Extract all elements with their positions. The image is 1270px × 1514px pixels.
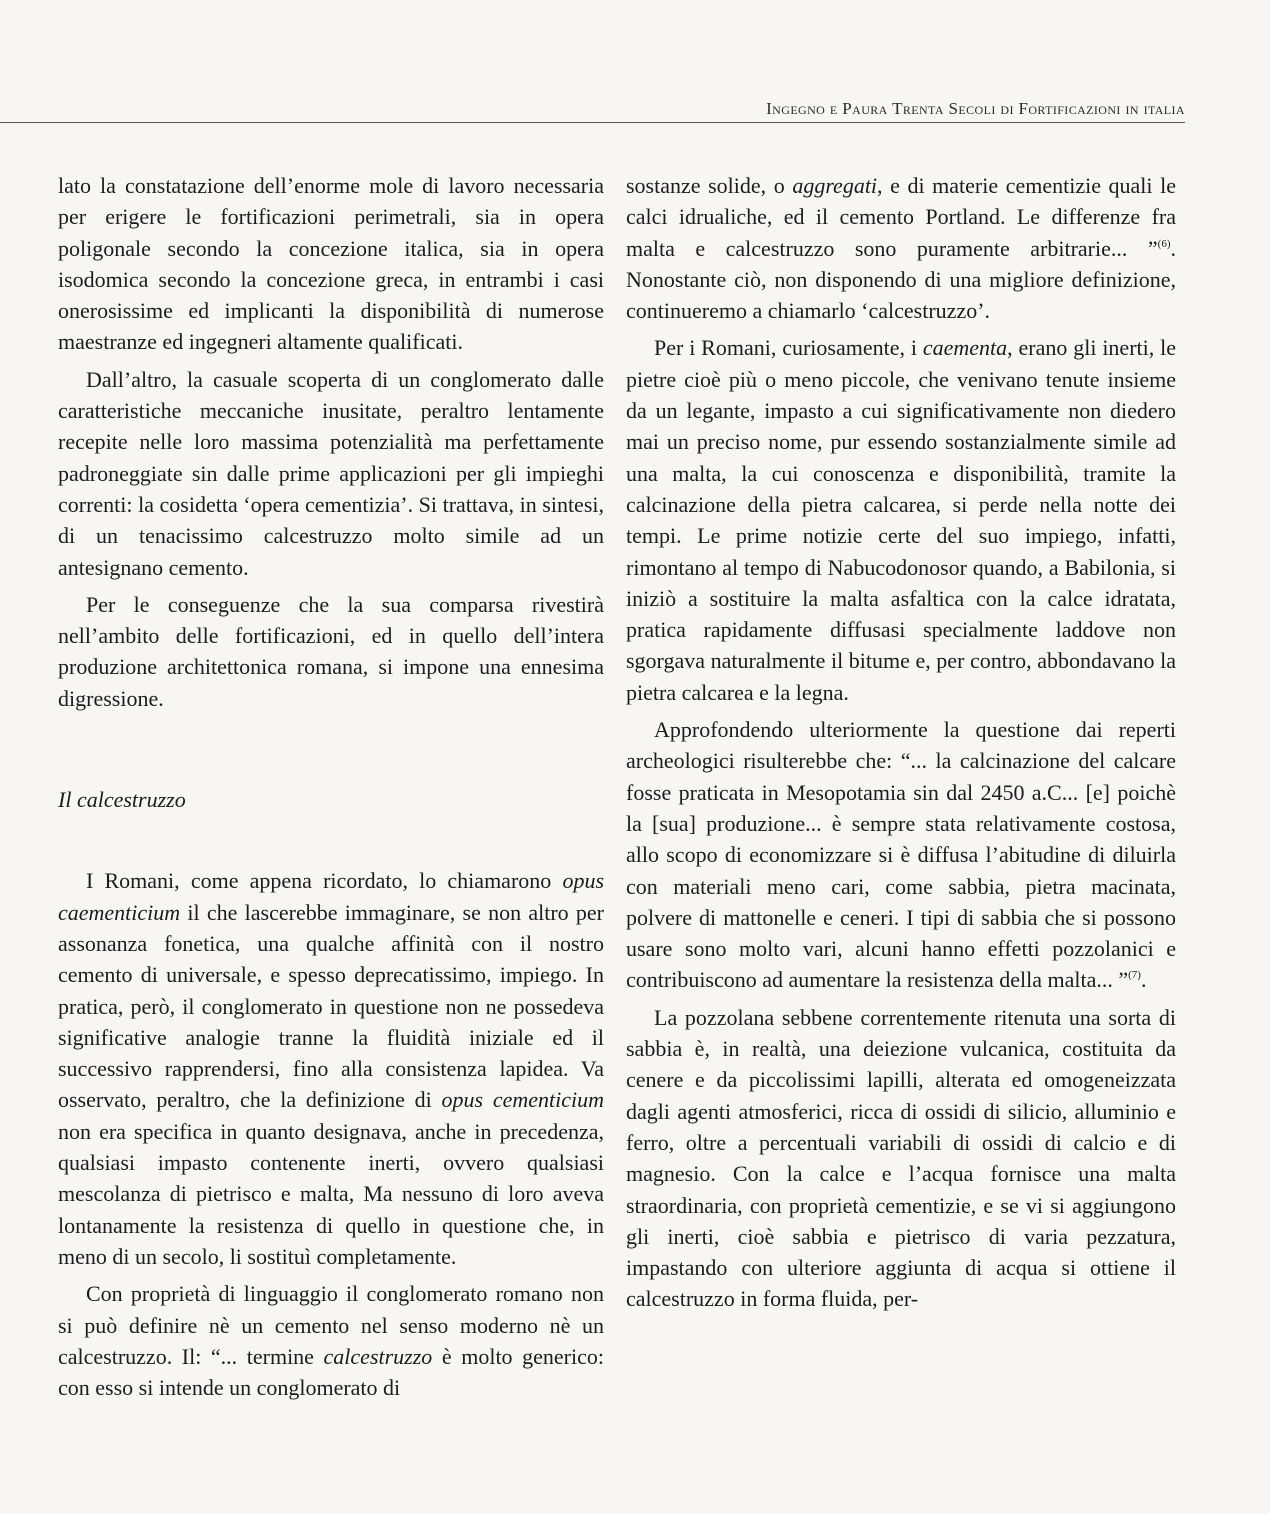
italic-term: aggregati [792,173,878,198]
paragraph: Dall’altro, la casuale scoperta di un conglomerato dalle caratteristiche meccaniche inusitate, peraltro lentamente recepite nelle loro massima potenzialità ma perfettamente padroneggiate sin dalle prime applicazioni per gli impieghi correnti: la cosidetta ‘opera cementizia’. Si trattava, in sintesi, di un tenacissimo calcestruzzo molto simile ad un antesignano cemento. [58,366,604,580]
running-header [0,88,1185,123]
text-run: Approfondendo ulteriormente la questione dai reperti archeologici risulterebbe che: “... la calcinazione del calcare fosse praticata in Mesopotamia sin dal 2450 a.C... [e] poichè la [sua] produzione... è sempre stata relativamente costosa, allo scopo di economizzare si è diffusa l’abitudine di diluirla con materiali meno cari, come sabbia, pietra macinata, polvere di mattonelle e ceneri. I tipi di sabbia che si possono usare sono molto vari, alcuni hanno effetti pozzolanici e contribuiscono ad aumentare la resistenza della malta... ” [626,717,1176,993]
section-heading: Il calcestruzzo [58,787,186,813]
italic-term: opus caementicium [58,868,604,925]
text-run: Con proprietà di linguaggio il conglomerato romano non si può definire nè un cemento nel senso moderno nè un calcestruzzo. Il: “... termine [58,1281,604,1369]
text-run: non era specifica in quanto designava, anche in precedenza, qualsiasi impasto contenente inerti, ovvero qualsiasi mescolanza di pietrisco e malta, Ma nessuno di loro aveva lontanamente la resistenza di quello in questione che, in meno di un secolo, li sostituì completamente. [58,1118,604,1269]
footnote-ref: (7) [1128,969,1141,982]
text-run: . [1140,967,1147,993]
footnote-ref: (6) [1157,237,1171,250]
italic-term: caementa [922,335,1008,361]
right-column [626,170,1176,1315]
left-column [58,170,604,1403]
text-run: . Nonostante ciò, non disponendo di una migliore definizione, continueremo a chiamarlo ‘calcestruzzo’. [626,235,1176,324]
italic-term: opus cementicium [441,1087,604,1113]
paragraph [58,1278,604,1403]
text-run: Per i Romani, curiosamente, i [654,335,923,361]
paragraph: La pozzolana sebbene correntemente ritenuta una sorta di sabbia è, in realtà, una deiezione vulcanica, costituita da cenere e da piccolissimi lapilli, alterata ed omogeneizzata dagli agenti atmosferici, ricca di ossidi di silicio, alluminio e ferro, oltre a percentuali variabili di ossidi di calcio e di magnesio. Con la calce e l’acqua fornisce una malta straordinaria, con proprietà cementizie, e se vi si aggiungono gli inerti, cioè sabbia e pietrisco di varia pezzatura, impastando con ulteriore aggiunta di acqua si ottiene il calcestruzzo in forma fluida, per- [626,1004,1176,1312]
italic-term: calcestruzzo [323,1343,433,1369]
paragraph [58,865,604,1272]
text-run: il che lascerebbe immaginare, se non altro per assonanza fonetica, una qualche affinità con il nostro cemento di universale, e spesso deprecatissimo, impiego. In pratica, però, il conglomerato in questione non ne possedeva significative analogie tranne la fluidità iniziale ed il successivo rapprendersi, fino alla consistenza lapidea. Va osservato, peraltro, che la definizione di [58,899,604,1113]
text-run: , erano gli inerti, le pietre cioè più o meno piccole, che venivano tenute insieme da un legante, impasto a cui significativamente non diedero mai un preciso nome, pur essendo sostanzialmente simile ad una malta, la cui conoscenza e disponibilità, tramite la calcinazione della pietra calcarea, si perde nella notte dei tempi. Le prime notizie certe del suo impiego, infatti, rimontano al tempo di Nabucodonosor quando, a Babilonia, si iniziò a sostituire la malta asfaltica con la calce idratata, pratica rapidamente diffusasi specialmente laddove non sgorgava naturalmente il bitume e, per contro, abbondavano la pietra calcarea e la legna. [626,335,1176,705]
paragraph [626,332,1176,708]
text-run: I Romani, come appena ricordato, lo chiamarono [86,868,563,894]
header-title: Ingegno e Paura Trenta Secoli di Fortificazioni in italia [766,99,1185,118]
paragraph: lato la constatazione dell’enorme mole di lavoro necessaria per erigere le fortificazioni perimetrali, sia in opera poligonale secondo la concezione italica, sia in opera isodomica secondo la concezione greca, in entrambi i casi onerosissime ed implicanti la disponibilità di numerose maestranze ed ingegneri altamente qualificati. [58,173,604,355]
text-run: , e di materie cementizie quali le calci idrualiche, ed il cemento Portland. Le differenze fra malta e calcestruzzo sono puramente arbitrarie... ” [626,173,1176,261]
paragraph: Per le conseguenze che la sua comparsa rivestirà nell’ambito delle fortificazioni, ed in quello dell’intera produzione architettonica romana, si impone una ennesima digressione. [58,591,604,711]
text-run: sostanze solide, o [626,173,793,198]
paragraph [626,714,1176,996]
text-run: è molto generico: con esso si intende un conglomerato di [58,1343,604,1401]
paragraph [626,170,1176,326]
